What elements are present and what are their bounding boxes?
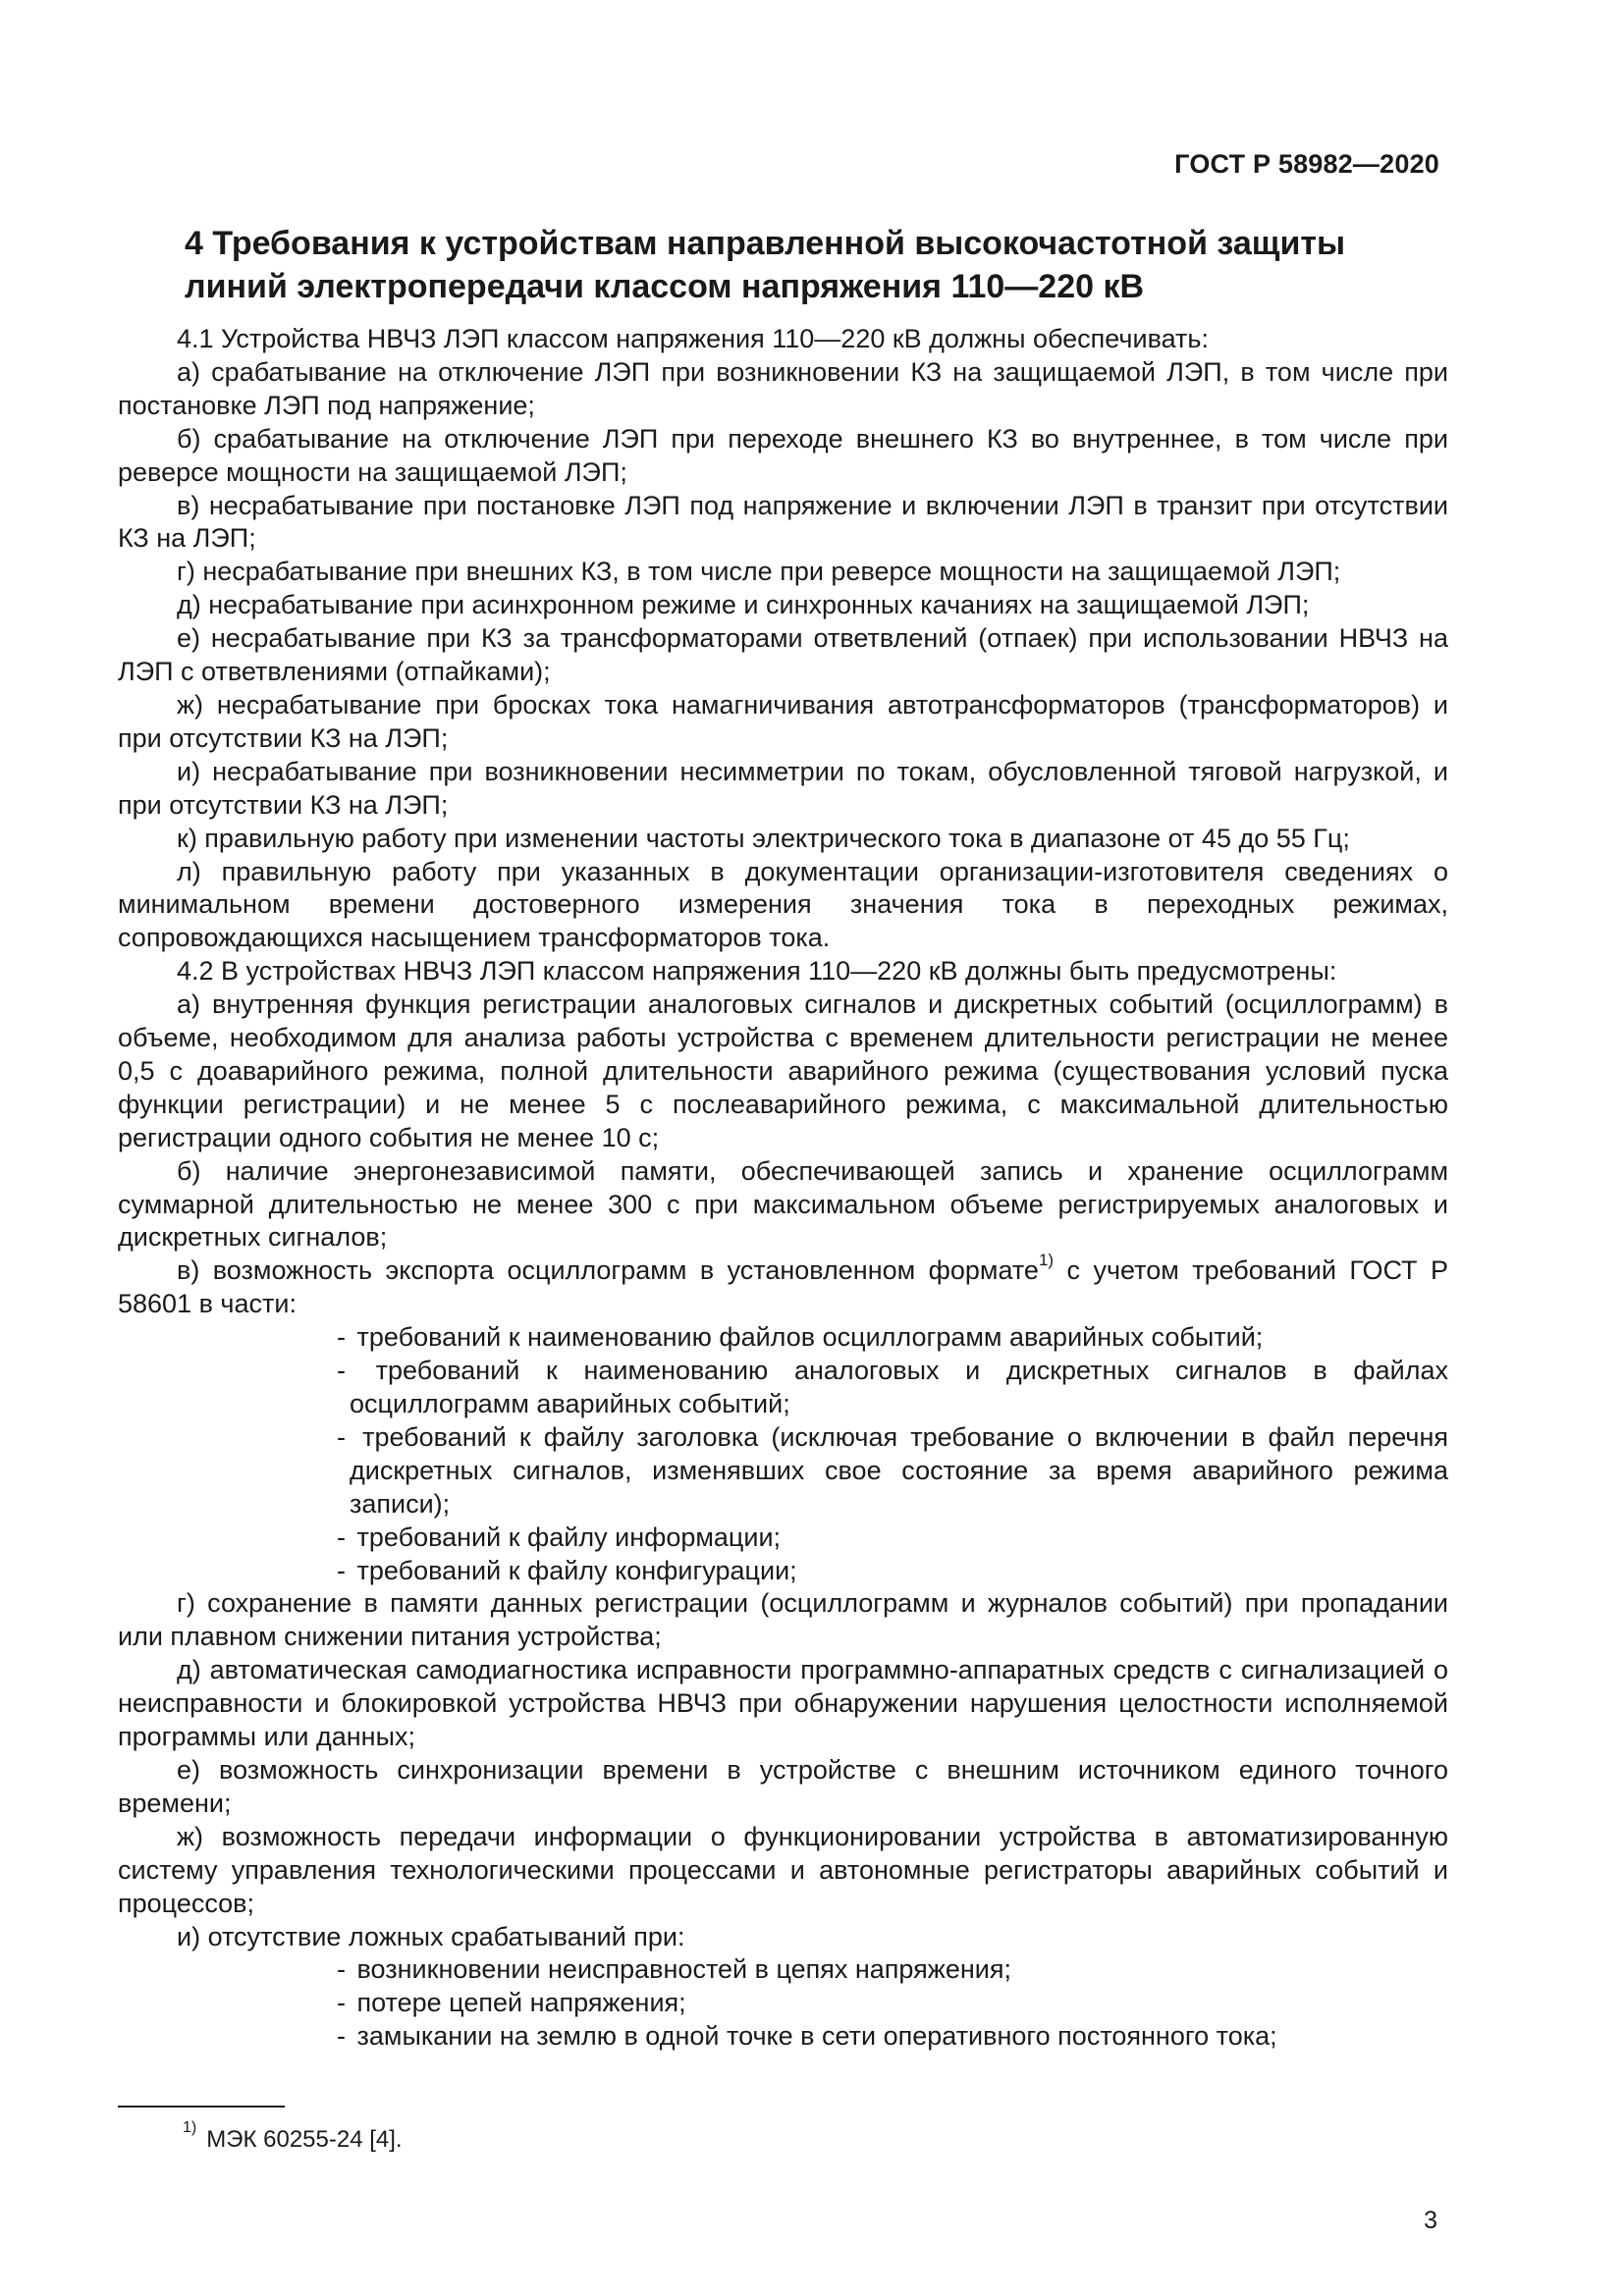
clause-4-1-g: г) несрабатывание при внешних КЗ, в том числе при реверсе мощности на защищаемой ЛЭП; <box>177 557 1341 587</box>
footnote-reference[interactable]: 1) <box>1038 1251 1055 1270</box>
clause-4-1: 4.1 Устройства НВЧЗ ЛЭП классом напряжения 110—220 кВ должны обеспечивать: <box>177 324 1209 353</box>
clause-4-2-v-text-start: в) возможность экспорта осциллограмм в установленном формате <box>177 1255 1039 1286</box>
list-item: - потере цепей напряжения; <box>337 1988 686 2018</box>
clause-4-2-i: и) отсутствие ложных срабатываний при: <box>177 1921 685 1951</box>
clause-4-1-e: е) несрабатывание при КЗ за трансформаторами ответвлений (отпаек) при использовании НВЧЗ на ЛЭП с ответвлениями (отпайками); <box>118 623 1448 687</box>
clause-4-2-e: е) возможность синхронизации времени в устройстве с внешним источником единого точного времени; <box>118 1754 1448 1818</box>
document-code: ГОСТ Р 58982—2020 <box>1174 149 1439 179</box>
clause-4-2-a: а) внутренняя функция регистрации аналоговых сигналов и дискретных событий (осциллограмм) в объеме, необходимом для анализа работы устройства с временем длительности регистрации не менее 0,5 с доаварийного режима, полной длительности аварийного режима (существования условий пуска функции регистрации) и не менее 5 с послеаварийного режима, с максимальной длительностью регистрации одного события не менее 10 с; <box>118 989 1448 1152</box>
document-body <box>118 323 1448 2054</box>
clause-4-1-d: д) несрабатывание при асинхронном режиме и синхронных качаниях на защищаемой ЛЭП; <box>177 590 1310 620</box>
clause-4-1-zh: ж) несрабатывание при бросках тока намагничивания автотрансформаторов (трансформаторов) и при отсутствии КЗ на ЛЭП; <box>118 689 1448 753</box>
section-title-line-2: линий электропередачи классом напряжения 110—220 кВ <box>185 268 1145 305</box>
clause-4-1-v: в) несрабатывание при постановке ЛЭП под напряжение и включении ЛЭП в транзит при отсутствии КЗ на ЛЭП; <box>118 490 1448 554</box>
list-item: - требований к файлу конфигурации; <box>337 1555 797 1585</box>
clause-4-2-zh: ж) возможность передачи информации о функционировании устройства в автоматизированную систему управления технологическими процессами и автономные регистраторы аварийных событий и процессов; <box>118 1821 1448 1918</box>
page-number: 3 <box>1424 2207 1437 2234</box>
footnote-text: МЭК 60255-24 [4]. <box>206 2126 403 2153</box>
list-item: - требований к наименованию аналоговых и дискретных сигналов в файлах осциллограмм аварийных событий; <box>337 1356 1448 1418</box>
clause-4-2-v <box>118 1251 1448 1321</box>
clause-4-2: 4.2 В устройствах НВЧЗ ЛЭП классом напряжения 110—220 кВ должны быть предусмотрены: <box>177 956 1337 987</box>
list-item: - возникновении неисправностей в цепях напряжения; <box>337 1954 1011 1985</box>
clause-4-2-d: д) автоматическая самодиагностика исправности программно-аппаратных средств с сигнализацией о неисправности и блокировкой устройства НВЧЗ при обнаружении нарушения целостности исполняемой программы или данных; <box>118 1655 1448 1752</box>
list-item: - требований к файлу информации; <box>337 1522 782 1552</box>
clause-4-2-b: б) наличие энергонезависимой памяти, обеспечивающей запись и хранение осциллограмм суммарной длительностью не менее 300 с при максимальном объеме регистрируемых аналоговых и дискретных сигналов; <box>118 1155 1448 1253</box>
list-item: - требований к файлу заголовка (исключая требование о включении в файл перечня дискретных сигналов, изменявших свое состояние за время аварийного режима записи); <box>337 1421 1448 1519</box>
clause-4-2-v-text-end: с учетом требований ГОСТ Р 58601 в части: <box>118 1255 1448 1319</box>
clause-4-1-l: л) правильную работу при указанных в документации организации-изготовителя сведениях о минимальном времени достоверного измерения значения тока в переходных режимах, сопровождающихся насыщением трансформаторов тока. <box>118 856 1448 953</box>
list-item: - требований к наименованию файлов осциллограмм аварийных событий; <box>337 1322 1264 1353</box>
clause-4-2-g: г) сохранение в памяти данных регистрации (осциллограмм и журналов событий) при пропадании или плавном снижении питания устройства; <box>118 1588 1448 1652</box>
section-title <box>185 222 1451 308</box>
clause-4-1-b: б) срабатывание на отключение ЛЭП при переходе внешнего КЗ во внутреннее, в том числе при реверсе мощности на защищаемой ЛЭП; <box>118 423 1448 487</box>
list-item: - замыкании на землю в одной точке в сети оперативного постоянного тока; <box>337 2021 1277 2052</box>
footnote <box>183 2119 403 2154</box>
clause-4-1-k: к) правильную работу при изменении частоты электрического тока в диапазоне от 45 до 55 Гц; <box>177 823 1350 853</box>
footnote-mark: 1) <box>183 2119 197 2136</box>
footnote-separator <box>118 2106 285 2108</box>
clause-4-1-i: и) несрабатывание при возникновении несимметрии по токам, обусловленной тяговой нагрузкой, и при отсутствии КЗ на ЛЭП; <box>118 756 1448 820</box>
clause-4-1-a: а) срабатывание на отключение ЛЭП при возникновении КЗ на защищаемой ЛЭП, в том числе при постановке ЛЭП под напряжение; <box>118 356 1448 420</box>
section-title-line-1: 4 Требования к устройствам направленной высокочастотной защиты <box>185 225 1346 262</box>
